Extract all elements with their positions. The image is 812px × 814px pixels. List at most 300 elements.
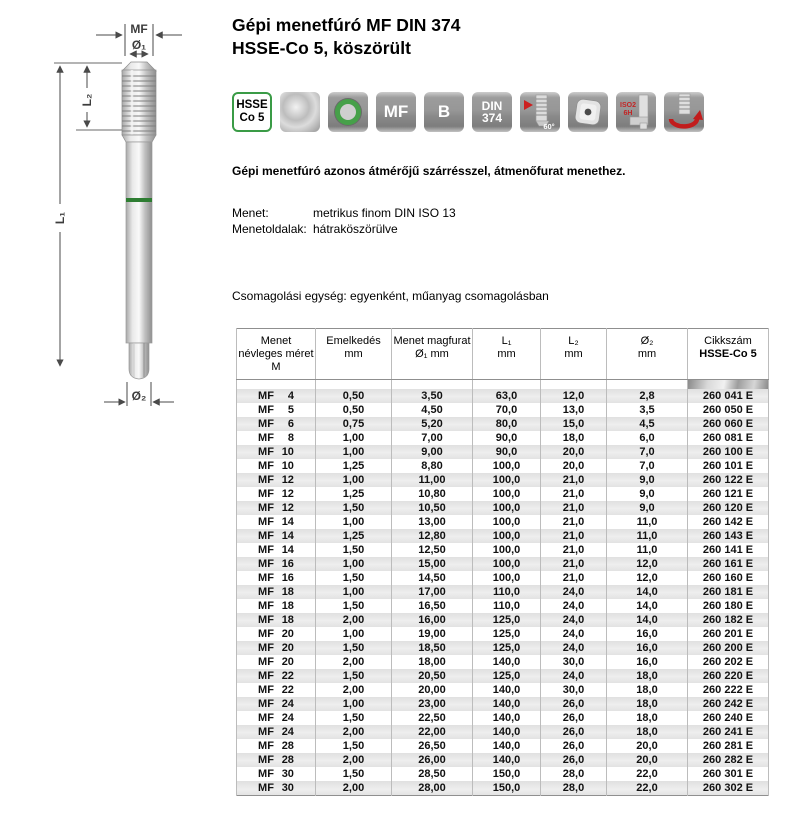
- table-cell: 260 222 E: [688, 683, 769, 697]
- table-cell: MF 8: [237, 431, 316, 445]
- table-cell: 12,0: [607, 557, 688, 571]
- table-cell: 260 122 E: [688, 473, 769, 487]
- hsse-label: HSSE: [236, 99, 268, 111]
- table-cell: MF 20: [237, 655, 316, 669]
- table-cell: 260 181 E: [688, 585, 769, 599]
- table-row: [237, 543, 769, 557]
- table-cell: 28,00: [392, 781, 473, 796]
- table-cell: 10,50: [392, 501, 473, 515]
- table-cell: MF 20: [237, 641, 316, 655]
- table-cell: 260 201 E: [688, 627, 769, 641]
- table-row: [237, 571, 769, 585]
- table-cell: MF 18: [237, 613, 316, 627]
- chamfer-60deg-icon: [520, 92, 560, 132]
- table-row: [237, 669, 769, 683]
- table-cell: 12,50: [392, 543, 473, 557]
- header-row: [237, 329, 769, 380]
- green-ring-icon: [328, 92, 368, 132]
- table-cell: 260 180 E: [688, 599, 769, 613]
- table-cell: 20,0: [607, 753, 688, 767]
- table-cell: 21,0: [541, 571, 607, 585]
- iso2-6h-tolerance-icon: [616, 92, 656, 132]
- table-cell: 100,0: [473, 557, 541, 571]
- gap-cell: [392, 380, 473, 390]
- table-cell: 1,00: [316, 697, 392, 711]
- table-cell: 140,0: [473, 711, 541, 725]
- table-body: [237, 389, 769, 796]
- table-cell: 110,0: [473, 585, 541, 599]
- table-cell: 12,0: [541, 389, 607, 403]
- table-cell: 24,0: [541, 669, 607, 683]
- column-header: [237, 329, 316, 380]
- table-cell: 100,0: [473, 501, 541, 515]
- table-cell: 13,0: [541, 403, 607, 417]
- table-cell: 10,80: [392, 487, 473, 501]
- header-gap-row: [237, 380, 769, 390]
- column-header: [688, 329, 769, 380]
- table-cell: 1,00: [316, 627, 392, 641]
- header-line: L₂: [568, 335, 579, 347]
- table-cell: MF 6: [237, 417, 316, 431]
- table-row: [237, 389, 769, 403]
- table-cell: 28,0: [541, 767, 607, 781]
- table-cell: 260 060 E: [688, 417, 769, 431]
- table-cell: 20,0: [541, 445, 607, 459]
- table-cell: 1,00: [316, 445, 392, 459]
- table-cell: 1,25: [316, 459, 392, 473]
- table-cell: 2,00: [316, 753, 392, 767]
- table-cell: MF 5: [237, 403, 316, 417]
- table-cell: 17,00: [392, 585, 473, 599]
- product-table: [236, 328, 768, 796]
- table-cell: 20,0: [607, 739, 688, 753]
- table-cell: 12,80: [392, 529, 473, 543]
- table-cell: 26,0: [541, 753, 607, 767]
- table-cell: MF 22: [237, 683, 316, 697]
- table-cell: MF 30: [237, 767, 316, 781]
- table-cell: 260 242 E: [688, 697, 769, 711]
- table-row: [237, 515, 769, 529]
- header-line: M: [271, 361, 281, 373]
- table-cell: 9,0: [607, 487, 688, 501]
- table-cell: 2,00: [316, 725, 392, 739]
- table-cell: 4,5: [607, 417, 688, 431]
- table-cell: MF 12: [237, 487, 316, 501]
- iso2-label: ISO2: [620, 102, 636, 109]
- dim-label-mf: MF: [130, 22, 148, 36]
- table-cell: 11,00: [392, 473, 473, 487]
- table-cell: MF 30: [237, 781, 316, 796]
- packaging-note: Csomagolási egység: egyenként, műanyag csomagolásban: [232, 289, 549, 303]
- table-cell: 0,75: [316, 417, 392, 431]
- table-row: [237, 655, 769, 669]
- table-cell: 260 050 E: [688, 403, 769, 417]
- table-cell: 1,00: [316, 515, 392, 529]
- table-cell: 100,0: [473, 487, 541, 501]
- b-label: B: [437, 102, 451, 121]
- table-cell: 18,0: [607, 683, 688, 697]
- table-cell: 260 142 E: [688, 515, 769, 529]
- table-row: [237, 473, 769, 487]
- dim-label-d2: Ø₂: [131, 389, 147, 403]
- table-cell: MF 18: [237, 599, 316, 613]
- header-line: mm: [564, 348, 583, 360]
- table-cell: 125,0: [473, 641, 541, 655]
- table-row: [237, 417, 769, 431]
- table-cell: MF 14: [237, 529, 316, 543]
- table-cell: 140,0: [473, 753, 541, 767]
- table-cell: 20,50: [392, 669, 473, 683]
- table-cell: 90,0: [473, 445, 541, 459]
- table-cell: 16,0: [607, 627, 688, 641]
- table-cell: 1,00: [316, 431, 392, 445]
- spec-row-menetoldalak: [232, 221, 456, 237]
- header-line: HSSE-Co 5: [699, 348, 757, 360]
- table-cell: 2,8: [607, 389, 688, 403]
- co5-label: Co 5: [239, 112, 265, 124]
- table-cell: 18,00: [392, 655, 473, 669]
- title-line2: HSSE-Co 5, köszörült: [232, 38, 411, 58]
- table-cell: 1,00: [316, 473, 392, 487]
- angle-label: 60°: [543, 122, 555, 131]
- square-shank-icon: [568, 92, 608, 132]
- table-cell: 63,0: [473, 389, 541, 403]
- table-cell: 4,50: [392, 403, 473, 417]
- table-cell: 18,0: [607, 711, 688, 725]
- table-cell: MF 24: [237, 725, 316, 739]
- table-row: [237, 445, 769, 459]
- table-cell: 140,0: [473, 725, 541, 739]
- table-cell: 125,0: [473, 613, 541, 627]
- square-drive-end: [129, 343, 149, 379]
- table-row: [237, 739, 769, 753]
- table-cell: 1,50: [316, 599, 392, 613]
- mf-label: MF: [383, 102, 409, 121]
- table-cell: 20,0: [541, 459, 607, 473]
- table-cell: 125,0: [473, 669, 541, 683]
- table-cell: 11,0: [607, 543, 688, 557]
- table-row: [237, 725, 769, 739]
- table-cell: 260 160 E: [688, 571, 769, 585]
- table-cell: 6,0: [607, 431, 688, 445]
- table-cell: 100,0: [473, 473, 541, 487]
- table-row: [237, 459, 769, 473]
- table-cell: 1,50: [316, 767, 392, 781]
- table-cell: 12,0: [607, 571, 688, 585]
- table-cell: 15,0: [541, 417, 607, 431]
- gap-cell: [541, 380, 607, 390]
- table-cell: 28,0: [541, 781, 607, 796]
- header-line: mm: [497, 348, 516, 360]
- table-cell: 2,00: [316, 655, 392, 669]
- table-cell: 22,00: [392, 725, 473, 739]
- table-cell: MF 12: [237, 473, 316, 487]
- table-cell: 24,0: [541, 599, 607, 613]
- table-cell: 110,0: [473, 599, 541, 613]
- header-line: L₁: [501, 335, 512, 347]
- table-row: [237, 781, 769, 796]
- table-cell: 26,0: [541, 739, 607, 753]
- table-cell: MF 28: [237, 753, 316, 767]
- header-line: Emelkedés: [326, 335, 381, 347]
- spec-list: [232, 205, 456, 237]
- table-cell: 21,0: [541, 501, 607, 515]
- table-cell: 2,00: [316, 613, 392, 627]
- table-cell: 16,0: [607, 655, 688, 669]
- table-cell: 16,0: [607, 641, 688, 655]
- table-cell: 20,00: [392, 683, 473, 697]
- table-cell: 260 081 E: [688, 431, 769, 445]
- table-cell: MF 16: [237, 571, 316, 585]
- gap-cell: [237, 380, 316, 390]
- table-cell: 3,50: [392, 389, 473, 403]
- header-line: Ø₁ mm: [415, 348, 449, 360]
- table-cell: 100,0: [473, 543, 541, 557]
- table-cell: 13,00: [392, 515, 473, 529]
- table-cell: MF 14: [237, 543, 316, 557]
- table-cell: 23,00: [392, 697, 473, 711]
- dim-label-d1: Ø₁: [131, 38, 147, 52]
- hsse-co5-material-icon: [232, 92, 272, 132]
- spec-label: Menet:: [232, 206, 269, 220]
- table-cell: 1,50: [316, 501, 392, 515]
- table-cell: 24,0: [541, 627, 607, 641]
- table-cell: 7,0: [607, 459, 688, 473]
- table-row: [237, 501, 769, 515]
- table-cell: 260 281 E: [688, 739, 769, 753]
- table-cell: 18,0: [541, 431, 607, 445]
- table-cell: 24,0: [541, 613, 607, 627]
- table-cell: 9,00: [392, 445, 473, 459]
- header-line: mm: [637, 348, 657, 360]
- table-row: [237, 557, 769, 571]
- table-cell: 9,0: [607, 473, 688, 487]
- column-header: [473, 329, 541, 380]
- table-cell: 260 121 E: [688, 487, 769, 501]
- table-cell: 1,50: [316, 571, 392, 585]
- table-cell: 260 220 E: [688, 669, 769, 683]
- table-row: [237, 641, 769, 655]
- table-row: [237, 767, 769, 781]
- table-cell: 70,0: [473, 403, 541, 417]
- table-row: [237, 431, 769, 445]
- table-cell: 140,0: [473, 655, 541, 669]
- table-row: [237, 627, 769, 641]
- table-row: [237, 529, 769, 543]
- table-row: [237, 613, 769, 627]
- table-cell: 100,0: [473, 529, 541, 543]
- table-cell: 90,0: [473, 431, 541, 445]
- table-cell: 14,0: [607, 613, 688, 627]
- table-cell: MF 22: [237, 669, 316, 683]
- table-cell: 260 143 E: [688, 529, 769, 543]
- table-cell: 18,0: [607, 669, 688, 683]
- table-cell: 30,0: [541, 683, 607, 697]
- table-cell: 21,0: [541, 487, 607, 501]
- metal-gradient-bar: [688, 380, 768, 389]
- table-cell: MF 12: [237, 501, 316, 515]
- spec-value: metrikus finom DIN ISO 13: [313, 206, 456, 220]
- table-cell: 28,50: [392, 767, 473, 781]
- table-cell: 150,0: [473, 781, 541, 796]
- column-header: [392, 329, 473, 380]
- table-cell: 24,0: [541, 641, 607, 655]
- table-cell: MF 20: [237, 627, 316, 641]
- table-cell: 18,0: [607, 697, 688, 711]
- table-cell: 26,00: [392, 753, 473, 767]
- table-cell: MF 24: [237, 711, 316, 725]
- form-b-icon: [424, 92, 464, 132]
- table-cell: 260 100 E: [688, 445, 769, 459]
- table-cell: 16,50: [392, 599, 473, 613]
- table-row: [237, 683, 769, 697]
- table-cell: MF 16: [237, 557, 316, 571]
- table-cell: 260 302 E: [688, 781, 769, 796]
- spec-row-menet: [232, 205, 456, 221]
- table-cell: 11,0: [607, 515, 688, 529]
- table-cell: 1,50: [316, 641, 392, 655]
- table-cell: 1,50: [316, 739, 392, 753]
- table-cell: 260 182 E: [688, 613, 769, 627]
- table-cell: MF 14: [237, 515, 316, 529]
- table-cell: 260 200 E: [688, 641, 769, 655]
- table-cell: 140,0: [473, 683, 541, 697]
- ground-surface-icon: [280, 92, 320, 132]
- table-cell: 11,0: [607, 529, 688, 543]
- table-cell: 260 141 E: [688, 543, 769, 557]
- column-header: [541, 329, 607, 380]
- table-cell: 260 282 E: [688, 753, 769, 767]
- table-cell: 9,0: [607, 501, 688, 515]
- table-cell: 26,50: [392, 739, 473, 753]
- dimension-table: [236, 328, 769, 796]
- table-cell: 14,50: [392, 571, 473, 585]
- gap-cell: [316, 380, 392, 390]
- table-cell: 26,0: [541, 711, 607, 725]
- table-cell: 26,0: [541, 725, 607, 739]
- table-cell: 1,25: [316, 529, 392, 543]
- dim-label-l1: L₁: [53, 211, 67, 225]
- table-cell: 21,0: [541, 557, 607, 571]
- table-cell: 14,0: [607, 599, 688, 613]
- table-cell: 21,0: [541, 529, 607, 543]
- metal-bar-cell: [688, 380, 769, 390]
- green-ring-marker: [126, 198, 152, 202]
- header-line: mm: [344, 348, 363, 360]
- header-line: Menet: [260, 335, 292, 347]
- din-374-icon: [472, 92, 512, 132]
- table-cell: 2,00: [316, 781, 392, 796]
- table-cell: 260 161 E: [688, 557, 769, 571]
- table-row: [237, 585, 769, 599]
- table-cell: MF 10: [237, 445, 316, 459]
- table-row: [237, 487, 769, 501]
- table-cell: 0,50: [316, 403, 392, 417]
- table-cell: 21,0: [541, 543, 607, 557]
- table-cell: 260 301 E: [688, 767, 769, 781]
- table-cell: 14,0: [607, 585, 688, 599]
- table-cell: 22,0: [607, 781, 688, 796]
- title-line1: Gépi menetfúró MF DIN 374: [232, 15, 461, 35]
- table-cell: 5,20: [392, 417, 473, 431]
- table-cell: 260 202 E: [688, 655, 769, 669]
- table-cell: 21,0: [541, 473, 607, 487]
- 6h-label: 6H: [623, 110, 633, 117]
- table-row: [237, 753, 769, 767]
- table-row: [237, 711, 769, 725]
- table-cell: MF 4: [237, 389, 316, 403]
- table-cell: 16,00: [392, 613, 473, 627]
- product-description: Gépi menetfúró azonos átmérőjű szárrésszel, átmenőfurat menethez.: [232, 164, 626, 178]
- table-cell: 21,0: [541, 515, 607, 529]
- table-cell: 19,00: [392, 627, 473, 641]
- page-title: [232, 14, 461, 60]
- table-cell: 1,00: [316, 557, 392, 571]
- header-line: Menet magfurat: [393, 335, 471, 347]
- table-cell: 260 101 E: [688, 459, 769, 473]
- table-cell: 1,25: [316, 487, 392, 501]
- dim-label-l2: L₂: [80, 93, 94, 107]
- column-header: [607, 329, 688, 380]
- technical-drawing: [40, 8, 210, 418]
- table-cell: 260 041 E: [688, 389, 769, 403]
- table-cell: 260 240 E: [688, 711, 769, 725]
- table-cell: 100,0: [473, 459, 541, 473]
- table-cell: 26,0: [541, 697, 607, 711]
- mf-thread-icon: [376, 92, 416, 132]
- table-cell: 7,0: [607, 445, 688, 459]
- table-cell: 0,50: [316, 389, 392, 403]
- header-line: Cikkszám: [704, 335, 752, 347]
- table-cell: MF 18: [237, 585, 316, 599]
- table-cell: MF 10: [237, 459, 316, 473]
- table-cell: 260 120 E: [688, 501, 769, 515]
- table-cell: 24,0: [541, 585, 607, 599]
- table-cell: 1,50: [316, 711, 392, 725]
- gap-cell: [473, 380, 541, 390]
- table-cell: 1,50: [316, 669, 392, 683]
- table-cell: MF 24: [237, 697, 316, 711]
- table-row: [237, 403, 769, 417]
- tap-illustration: [122, 62, 156, 379]
- table-cell: 140,0: [473, 697, 541, 711]
- table-cell: 8,80: [392, 459, 473, 473]
- table-cell: 7,00: [392, 431, 473, 445]
- spec-value: hátraköszörülve: [313, 222, 398, 236]
- gap-cell: [607, 380, 688, 390]
- spec-label: Menetoldalak:: [232, 222, 307, 236]
- right-hand-rotation-icon: [664, 92, 704, 132]
- table-cell: MF 28: [237, 739, 316, 753]
- table-cell: 260 241 E: [688, 725, 769, 739]
- column-header: [316, 329, 392, 380]
- header-line: Ø₂: [640, 335, 654, 347]
- table-row: [237, 697, 769, 711]
- din-label: DIN: [481, 99, 503, 113]
- table-cell: 1,00: [316, 585, 392, 599]
- table-cell: 2,00: [316, 683, 392, 697]
- table-cell: 125,0: [473, 627, 541, 641]
- table-cell: 15,00: [392, 557, 473, 571]
- table-cell: 100,0: [473, 515, 541, 529]
- table-cell: 30,0: [541, 655, 607, 669]
- table-cell: 22,50: [392, 711, 473, 725]
- table-cell: 18,50: [392, 641, 473, 655]
- table-cell: 140,0: [473, 739, 541, 753]
- table-header: [237, 329, 769, 390]
- table-cell: 18,0: [607, 725, 688, 739]
- icon-row: [232, 92, 704, 132]
